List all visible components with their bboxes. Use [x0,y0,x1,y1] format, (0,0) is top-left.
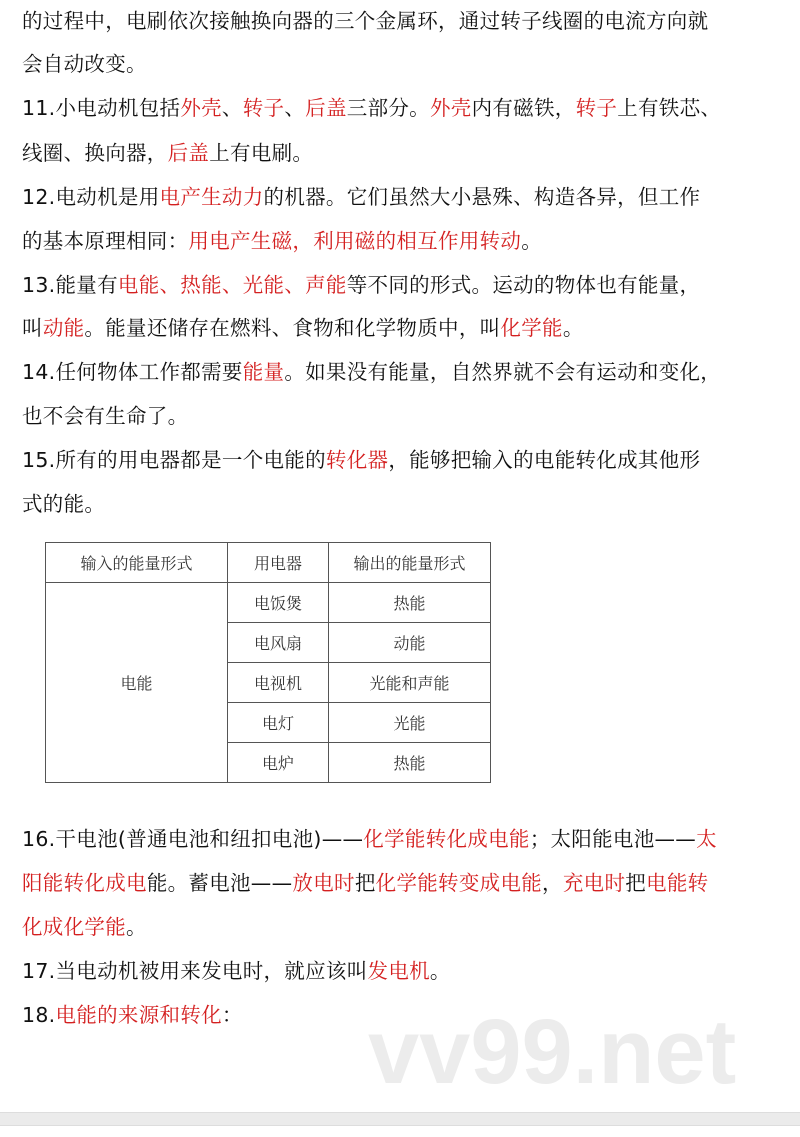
text-line [22,870,708,896]
text-line [22,914,147,940]
highlighted-text: 化成化学能 [22,915,126,939]
table-cell: 电饭煲 [228,583,329,623]
highlighted-text: 电产生动力 [159,185,264,209]
text-line [22,958,451,984]
text-line [22,359,721,385]
text-segment: 叫 [22,316,43,340]
highlighted-text: 电能转 [646,871,709,895]
highlighted-text: 转子 [575,96,618,120]
text-segment: 16.干电池(普通电池和纽扣电池)—— [22,827,364,851]
highlighted-text: 发电机 [367,959,430,983]
text-segment: 12.电动机是用 [22,185,160,209]
energy-table [45,542,491,783]
highlighted-text: 转化器 [325,448,389,472]
highlighted-text: 动能 [42,316,85,340]
text-segment: 。如果没有能量，自然界就不会有运动和变化， [284,360,722,384]
text-line [22,272,700,298]
text-segment: 18. [22,1003,56,1027]
text-segment: ， [542,871,563,895]
text-line [22,826,717,852]
text-line [22,1002,243,1028]
text-line [22,51,147,77]
highlighted-text: 化学能转变成电能 [375,871,543,895]
text-line [22,95,721,121]
highlighted-text: 阳能转化成电 [22,871,147,895]
table-cell-input: 电能 [46,583,228,783]
highlighted-text: 用电产生磁，利用磁的相互作用转动 [188,229,522,253]
text-line [22,491,105,517]
page-footer-bar [0,1112,800,1126]
text-segment: 。 [521,229,543,253]
table-cell: 热能 [329,583,491,623]
text-segment: 等不同的形式。运动的物体也有能量， [346,273,701,297]
highlighted-text: 外壳 [429,96,472,120]
text-segment: ，能够把输入的电能转化成其他形 [388,448,701,472]
text-segment: 17.当电动机被用来发电时，就应该叫 [22,959,368,983]
text-segment: 14.任何物体工作都需要 [22,360,243,384]
table-cell: 光能 [329,703,491,743]
text-segment: 。 [126,915,147,939]
table-header: 输入的能量形式 [46,543,228,583]
text-line [22,315,584,341]
table-cell: 动能 [329,623,491,663]
text-segment: 的机器。它们虽然大小悬殊、构造各异，但工作 [263,185,701,209]
text-segment: 内有磁铁， [471,96,576,120]
text-segment: 上有铁芯、 [617,96,722,120]
table-header: 输出的能量形式 [329,543,491,583]
text-segment: ；太阳能电池—— [529,827,697,851]
table-header-row [46,543,491,583]
table-row [46,583,491,623]
text-segment: 13.能量有 [22,273,118,297]
highlighted-text: 充电时 [562,871,626,895]
highlighted-text: 化学能 [500,316,563,340]
text-segment: 上有电刷。 [209,141,314,165]
table-cell: 光能和声能 [329,663,491,703]
highlighted-text: 放电时 [292,871,355,895]
table-cell: 电视机 [228,663,329,703]
text-segment: 会自动改变。 [22,52,147,76]
text-line [22,228,542,254]
text-segment: 把 [354,871,376,895]
text-line [22,447,700,473]
highlighted-text: 化学能转化成电能 [363,827,530,851]
highlighted-text: 后盖 [167,141,210,165]
text-segment: 11.小电动机包括 [22,96,181,120]
text-segment: 、 [284,96,306,120]
text-segment: 的过程中，电刷依次接触换向器的三个金属环，通过转子线圈的电流方向就 [22,9,709,33]
text-line [22,8,708,34]
text-segment: 线圈、换向器， [22,141,168,165]
text-segment: 三部分。 [346,96,430,120]
text-segment: 的基本原理相同： [22,229,189,253]
text-segment: 也不会有生命了。 [22,404,189,428]
highlighted-text: 转子 [242,96,285,120]
highlighted-text: 电能的来源和转化 [55,1003,222,1027]
text-segment: 、 [221,96,243,120]
table-cell: 电灯 [228,703,329,743]
text-segment: 。 [562,316,584,340]
table-cell: 热能 [329,743,491,783]
highlighted-text: 电能、热能、光能、声能 [117,273,347,297]
text-segment: 。 [429,959,451,983]
text-line [22,184,700,210]
highlighted-text: 太 [696,827,717,851]
table-cell: 电炉 [228,743,329,783]
highlighted-text: 能量 [242,360,285,384]
table-header: 用电器 [228,543,329,583]
text-segment: 把 [625,871,647,895]
highlighted-text: 后盖 [305,96,347,120]
text-line [22,140,313,166]
table-cell: 电风扇 [228,623,329,663]
text-segment: 15.所有的用电器都是一个电能的 [22,448,326,472]
text-line [22,403,188,429]
text-segment: 能。蓄电池—— [146,871,293,895]
text-segment: ： [221,1003,243,1027]
highlighted-text: 外壳 [180,96,222,120]
text-segment: 。能量还储存在燃料、食物和化学物质中，叫 [84,316,501,340]
text-segment: 式的能。 [22,492,106,516]
watermark: vv99.net [368,1001,737,1103]
